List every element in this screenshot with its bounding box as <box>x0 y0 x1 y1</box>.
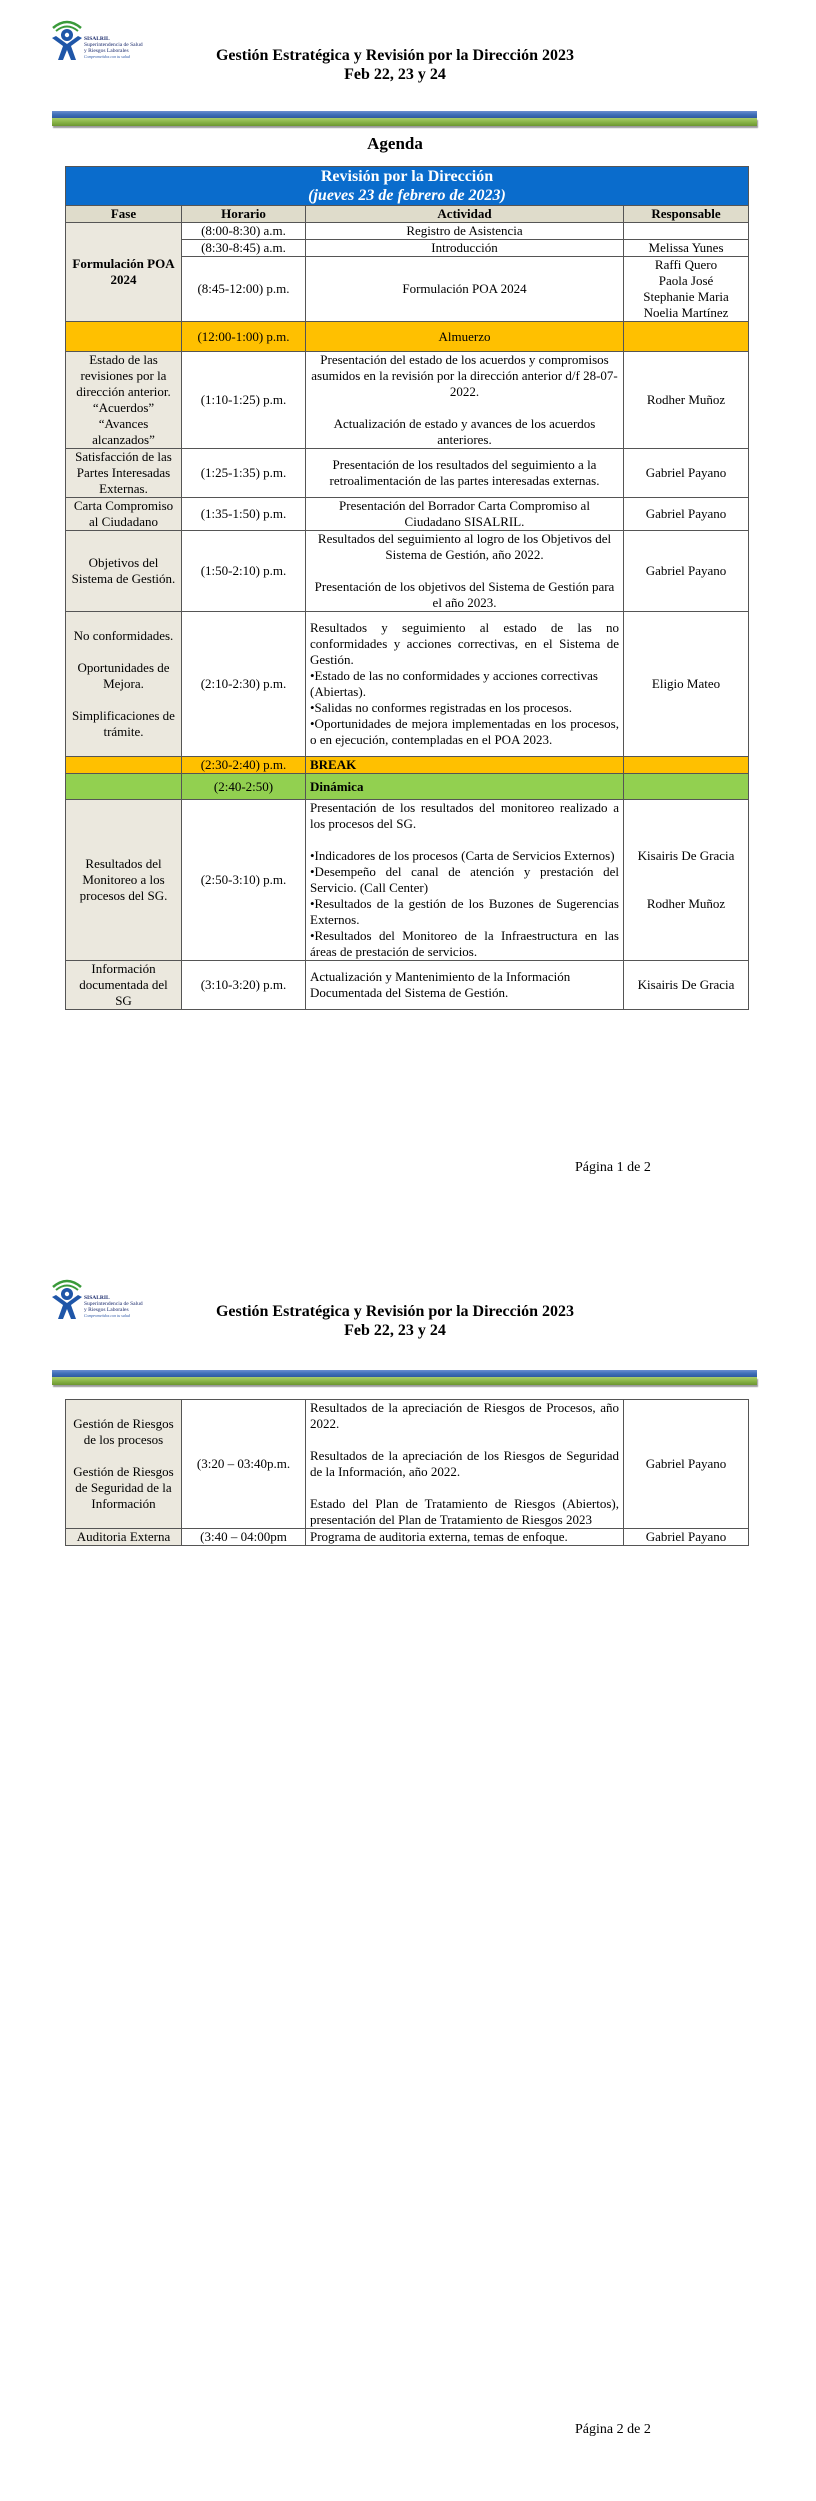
responsable-cell: Gabriel Payano <box>624 1400 749 1529</box>
actividad-text: Resultados del seguimiento al logro de los Objetivos del Sistema de Gestión, año 2022. <box>317 531 612 562</box>
table-title-text: Revisión por la Dirección <box>320 168 494 185</box>
horario-cell: (2:50-3:10) p.m. <box>182 800 306 961</box>
horario-cell: (3:40 – 04:00pm <box>182 1529 306 1546</box>
fase-text: No conformidades. <box>73 628 174 643</box>
horario-cell: (2:40-2:50) <box>182 774 306 800</box>
page-number: Página 2 de 2 <box>575 2422 651 2437</box>
title-line-1: Gestión Estratégica y Revisión por la Dirección 2023 <box>215 47 575 64</box>
actividad-text: Presentación del estado de los acuerdos y compromisos asumidos en la revisión por la dirección anterior d/f 28-07-2022. <box>311 352 618 399</box>
column-header-row <box>66 206 749 223</box>
horario-cell: (2:30-2:40) p.m. <box>182 757 306 774</box>
actividad-cell <box>306 1400 624 1529</box>
responsable-name: Stephanie Maria <box>643 289 729 304</box>
sisalril-logo <box>50 16 160 66</box>
fase-cell <box>66 1400 182 1529</box>
logo-line-2: Superintendencia de Salud <box>84 42 143 48</box>
header-band-green <box>52 118 757 126</box>
header-band-blue <box>52 111 757 118</box>
logo-tagline: Comprometidos con tu salud <box>84 1313 130 1318</box>
table-row <box>66 1529 749 1546</box>
fase-text: “Avances alcanzados” <box>92 416 155 447</box>
document-title <box>170 46 620 84</box>
responsable-cell: Gabriel Payano <box>624 449 749 498</box>
horario-cell: (8:45-12:00) p.m. <box>182 257 306 322</box>
actividad-cell: Dinámica <box>306 774 624 800</box>
sisalril-logo <box>50 1275 160 1325</box>
table-row <box>66 1400 749 1529</box>
document-title <box>170 1302 620 1340</box>
responsable-name: Kisairis De Gracia <box>637 848 735 863</box>
sisalril-logo-icon <box>50 1275 84 1321</box>
agenda-table <box>65 166 749 1010</box>
actividad-text: Resultados de la apreciación de los Riesgos de Seguridad de la Información, año 2022. <box>310 1448 619 1479</box>
actividad-cell: Formulación POA 2024 <box>306 257 624 322</box>
fase-cell: Carta Compromiso al Ciudadano <box>66 498 182 531</box>
table-row-break <box>66 757 749 774</box>
actividad-bullet: •Estado de las no conformidades y acciones correctivas (Abiertas). <box>310 668 598 699</box>
logo-name: SISALRIL <box>84 36 110 42</box>
fase-cell <box>66 352 182 449</box>
actividad-text: Presentación de los resultados del monitoreo realizado a los procesos del SG. <box>310 800 619 831</box>
table-row <box>66 800 749 961</box>
responsable-cell: Gabriel Payano <box>624 498 749 531</box>
responsable-cell: Gabriel Payano <box>624 1529 749 1546</box>
horario-cell: (1:10-1:25) p.m. <box>182 352 306 449</box>
responsable-cell <box>624 223 749 240</box>
actividad-cell <box>306 352 624 449</box>
fase-cell: Objetivos del Sistema de Gestión. <box>66 531 182 612</box>
agenda-table-continued <box>65 1399 749 1546</box>
agenda-heading: Agenda <box>367 134 423 153</box>
logo-name: SISALRIL <box>84 1295 110 1301</box>
actividad-text: Resultados de la apreciación de Riesgos de Procesos, año 2022. <box>310 1400 619 1431</box>
fase-cell <box>66 322 182 352</box>
horario-cell: (1:35-1:50) p.m. <box>182 498 306 531</box>
table-row <box>66 531 749 612</box>
column-header-actividad: Actividad <box>306 206 624 223</box>
column-header-horario: Horario <box>182 206 306 223</box>
actividad-cell <box>306 800 624 961</box>
horario-cell: (1:50-2:10) p.m. <box>182 531 306 612</box>
column-header-fase: Fase <box>66 206 182 223</box>
responsable-cell <box>624 800 749 961</box>
title-line-2: Feb 22, 23 y 24 <box>344 1322 446 1339</box>
actividad-cell <box>306 612 624 757</box>
table-row <box>66 961 749 1010</box>
fase-text: Simplificaciones de trámite. <box>72 708 175 739</box>
actividad-text: Estado del Plan de Tratamiento de Riesgos (Abiertos), presentación del Plan de Tratamiento de Riesgos 2023 <box>310 1496 619 1527</box>
table-row <box>66 223 749 240</box>
actividad-cell: BREAK <box>306 757 624 774</box>
responsable-cell: Gabriel Payano <box>624 531 749 612</box>
table-row-dinamica <box>66 774 749 800</box>
fase-cell <box>66 612 182 757</box>
fase-text: Estado de las revisiones por la dirección anterior. <box>76 352 171 399</box>
header-band-blue <box>52 1370 757 1377</box>
fase-text: Gestión de Riesgos de los procesos <box>73 1416 174 1447</box>
fase-cell: Resultados del Monitoreo a los procesos del SG. <box>66 800 182 961</box>
actividad-bullet: •Desempeño del canal de atención y prestación del Servicio. (Call Center) <box>310 864 619 895</box>
fase-text: “Acuerdos” <box>92 400 155 415</box>
header-band-green <box>52 1377 757 1385</box>
responsable-name: Noelia Martínez <box>643 305 729 320</box>
fase-cell: Información documentada del SG <box>66 961 182 1010</box>
title-line-1: Gestión Estratégica y Revisión por la Dirección 2023 <box>215 1303 575 1320</box>
page-2 <box>0 1270 816 2501</box>
horario-cell: (3:20 – 03:40p.m. <box>182 1400 306 1529</box>
horario-cell: (1:25-1:35) p.m. <box>182 449 306 498</box>
table-title-row <box>66 167 749 206</box>
logo-text <box>84 36 143 60</box>
fase-cell <box>66 757 182 774</box>
logo-tagline: Comprometidos con tu salud <box>84 54 130 59</box>
actividad-cell: Presentación de los resultados del seguimiento a la retroalimentación de las partes interesadas externas. <box>306 449 624 498</box>
responsable-cell: Kisairis De Gracia <box>624 961 749 1010</box>
table-row <box>66 449 749 498</box>
page-1 <box>0 0 816 1250</box>
actividad-cell: Presentación del Borrador Carta Compromiso al Ciudadano SISALRIL. <box>306 498 624 531</box>
horario-cell: (8:30-8:45) a.m. <box>182 240 306 257</box>
page-number: Página 1 de 2 <box>575 1160 651 1175</box>
table-title <box>66 167 749 206</box>
responsable-cell: Eligio Mateo <box>624 612 749 757</box>
responsable-cell: Rodher Muñoz <box>624 352 749 449</box>
horario-cell: (3:10-3:20) p.m. <box>182 961 306 1010</box>
responsable-cell <box>624 774 749 800</box>
responsable-cell <box>624 322 749 352</box>
responsable-cell <box>624 257 749 322</box>
column-header-responsable: Responsable <box>624 206 749 223</box>
actividad-text: Presentación de los objetivos del Sistema de Gestión para el año 2023. <box>314 579 615 610</box>
actividad-bullet: •Oportunidades de mejora implementadas en los procesos, o en ejecución, contempladas en el POA 2023. <box>310 716 619 747</box>
logo-text <box>84 1295 143 1319</box>
fase-cell: Satisfacción de las Partes Interesadas Externas. <box>66 449 182 498</box>
table-row-lunch <box>66 322 749 352</box>
logo-line-2: Superintendencia de Salud <box>84 1301 143 1307</box>
responsable-name: Raffi Quero <box>654 257 718 272</box>
logo-line-3: y Riesgos Laborales <box>84 48 129 54</box>
fase-text: Oportunidades de Mejora. <box>77 660 170 691</box>
table-row <box>66 352 749 449</box>
fase-cell: Auditoria Externa <box>66 1529 182 1546</box>
actividad-bullet: •Resultados de la gestión de los Buzones de Sugerencias Externos. <box>310 896 619 927</box>
logo-line-3: y Riesgos Laborales <box>84 1307 129 1313</box>
responsable-cell: Melissa Yunes <box>624 240 749 257</box>
actividad-text: Actualización de estado y avances de los acuerdos anteriores. <box>333 416 596 447</box>
table-row <box>66 498 749 531</box>
actividad-bullet: •Salidas no conformes registradas en los procesos. <box>310 700 572 715</box>
actividad-cell: Introducción <box>306 240 624 257</box>
table-subtitle: (jueves 23 de febrero de 2023) <box>308 187 506 204</box>
actividad-cell: Actualización y Mantenimiento de la Información Documentada del Sistema de Gestión. <box>306 961 624 1010</box>
horario-cell: (2:10-2:30) p.m. <box>182 612 306 757</box>
fase-text: Gestión de Riesgos de Seguridad de la Información <box>73 1464 174 1511</box>
actividad-text: Resultados y seguimiento al estado de las no conformidades y acciones correctivas, en el Sistema de Gestión. <box>310 620 619 667</box>
actividad-cell: Registro de Asistencia <box>306 223 624 240</box>
fase-cell <box>66 774 182 800</box>
fase-cell: Formulación POA 2024 <box>66 223 182 322</box>
actividad-bullet: •Resultados del Monitoreo de la Infraestructura en las áreas de prestación de servicios. <box>310 928 619 959</box>
responsable-name: Rodher Muñoz <box>646 896 726 911</box>
actividad-cell: Programa de auditoria externa, temas de enfoque. <box>306 1529 624 1546</box>
horario-cell: (8:00-8:30) a.m. <box>182 223 306 240</box>
sisalril-logo-icon <box>50 16 84 62</box>
responsable-name: Paola José <box>658 273 714 288</box>
actividad-cell: Almuerzo <box>306 322 624 352</box>
table-row <box>66 612 749 757</box>
actividad-cell <box>306 531 624 612</box>
responsable-cell <box>624 757 749 774</box>
actividad-bullet: •Indicadores de los procesos (Carta de Servicios Externos) <box>310 848 615 863</box>
horario-cell: (12:00-1:00) p.m. <box>182 322 306 352</box>
title-line-2: Feb 22, 23 y 24 <box>344 66 446 83</box>
